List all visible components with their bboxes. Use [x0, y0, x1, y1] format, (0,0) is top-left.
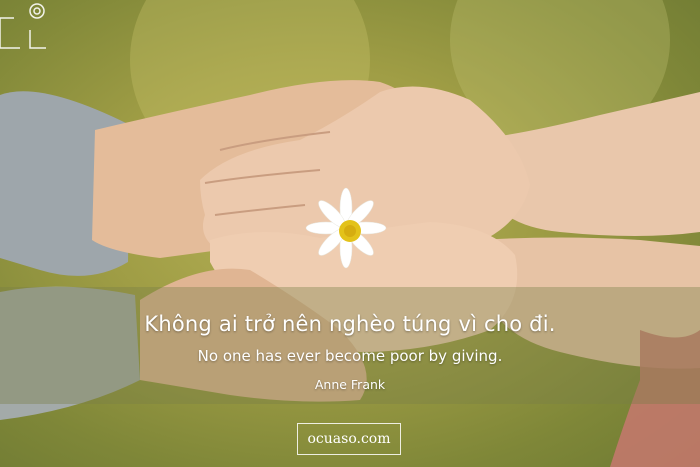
quote-english: No one has ever become poor by giving.: [197, 347, 503, 365]
quote-vietnamese: Không ai trở nên nghèo túng vì cho đi.: [144, 312, 556, 336]
site-watermark: ocuaso.com: [297, 423, 401, 455]
quote-author: Anne Frank: [314, 377, 386, 392]
circle-line-logo-icon: [0, 4, 46, 48]
